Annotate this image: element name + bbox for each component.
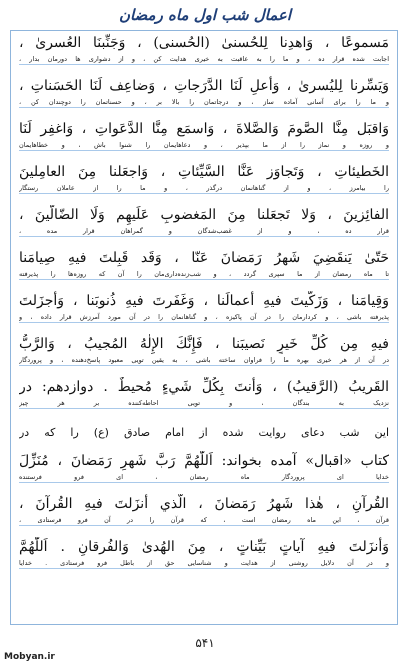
persian-translation: و روزه و نماز را از ما بپذیر ، و دعاهایمان را شنوا باش ، و خطاهایمان xyxy=(19,141,389,149)
persian-translation: اجابت شده قرار ده ، و ما را به عاقبت به خیری هدایت کن ، و از دشواری ها دورمان بدار ، xyxy=(19,55,389,63)
instruction-line: این شب دعای روایت شده از امام صادق (ع) را که در xyxy=(19,426,389,439)
text-line xyxy=(11,494,397,526)
text-line xyxy=(11,537,397,569)
text-line xyxy=(11,33,397,65)
text-line xyxy=(11,334,397,366)
page-number: ۵۴۱ xyxy=(195,636,215,650)
text-line xyxy=(11,423,397,443)
text-line xyxy=(11,291,397,323)
arabic-line: وَيَسِّرنا لِليُسرىٰ ، وَأَعلِ لَنَا الدَّرَجاتِ ، وَضاعِف لَنَا الحَسَناتِ ، xyxy=(19,78,389,94)
arabic-line: الفائِزينَ ، وَلا تَجعَلنا مِنَ المَغضوبِ عَلَيهِم وَلَا الضّالّينَ ، xyxy=(19,207,389,223)
arabic-line: حَتّىٰ يَنقَضِيَ شَهرُ رَمَضانَ عَنّا ، وَقَد قَبِلتَ فيهِ صِيامَنا xyxy=(19,250,389,266)
arabic-line: وَاقبَل مِنَّا الصَّومَ وَالصَّلاةَ ، وَاسمَع مِنَّا الدَّعَواتِ ، وَاغفِر لَنَا xyxy=(19,121,389,137)
text-line xyxy=(11,119,397,151)
text-line xyxy=(11,248,397,280)
arabic-line: مَسموعًا ، وَاهدِنا لِلحُسنىٰ (الحُسنى) ، وَجَنِّبنَا العُسرىٰ ، xyxy=(19,35,389,51)
persian-translation: قرآن ، این ماه رمضان است ، که قرآن را در آن فرو فرستادی ، xyxy=(19,516,389,524)
arabic-line: القُرآنِ ، هٰذا شَهرُ رَمَضانَ ، الَّذي أَنزَلتَ فيهِ القُرآنَ ، xyxy=(19,496,389,512)
persian-translation: قرار ده ، و از غضب‌شدگان و گمراهان قرار مده ، xyxy=(19,227,389,235)
text-line xyxy=(11,451,397,483)
text-frame xyxy=(10,30,398,625)
persian-translation: نزدیک به بندگان ، و تویی احاطه‌کننده بر هر چیز xyxy=(19,399,389,407)
persian-translation: و ما را برای آسانی آماده ساز ، و درجاتمان را بالا بر ، و حسناتمان را دوچندان کن ، xyxy=(19,98,389,106)
page-title: اعمال شب اول ماه رمضان xyxy=(118,6,292,24)
persian-translation: پذیرفته باشی ، و کردارمان را در آن پاکیزه ، و گناهانمان را در آن مورد آمرزش قرار داده ، و xyxy=(19,313,389,321)
arabic-line: وَأَنزَلتَ فيهِ آياتٍ بَيِّناتٍ ، مِنَ الهُدىٰ وَالفُرقانِ . اَللّٰهُمَّ xyxy=(19,539,389,555)
arabic-line: الخَطيئاتِ ، وَتَجاوَز عَنَّا السَّيِّئاتِ ، وَاجعَلنا مِنَ العامِلينَ xyxy=(19,164,389,180)
arabic-line: القَريبُ (الرَّقيبُ) ، وَأَنتَ بِكُلِّ شَيءٍ مُحيطٌ . دوازدهم: در xyxy=(19,379,389,395)
persian-translation: و در آن دلایل روشنی از هدایت و شناسایی حق از باطل فرو فرستادی . خدایا xyxy=(19,559,389,567)
persian-translation: را بیامرز ، و از گناهانمان درگذر ، و ما را از عاملان رستگار xyxy=(19,184,389,192)
text-line xyxy=(11,377,397,409)
watermark: Mobyan.ir xyxy=(4,652,55,662)
arabic-line: فيهِ مِن كُلِّ خَيرٍ نَصيبَنا ، فَإِنَّكَ الإِلٰهُ المُجيبُ ، وَالرَّبُّ xyxy=(19,336,389,352)
arabic-line: وَقِيامَنا ، وَزَكَّيتَ فيهِ أَعمالَنا ، وَغَفَرتَ فيهِ ذُنوبَنا ، وَأَجزَلتَ xyxy=(19,293,389,309)
arabic-line: كتاب «اقبال» آمده بخواند: اَللّٰهُمَّ رَبَّ شَهرِ رَمَضانَ ، مُنَزِّلَ xyxy=(19,453,389,469)
persian-translation: خدایا ای پروردگار ماه رمضان ، ای فرو فرستنده xyxy=(19,473,389,481)
text-line xyxy=(11,76,397,108)
persian-translation: در آن از هر خیری بهره ما را فراوان ساخته باشی ، به یقین تویی معبود پاسخ‌دهنده ، و پروردگار xyxy=(19,356,389,364)
persian-translation: تا ماه رمضان از ما سپری گردد ، و شب‌زنده‌داری‌مان را آن که روزه‌ها را پذیرفته xyxy=(19,270,389,278)
text-line xyxy=(11,205,397,237)
text-line xyxy=(11,162,397,194)
